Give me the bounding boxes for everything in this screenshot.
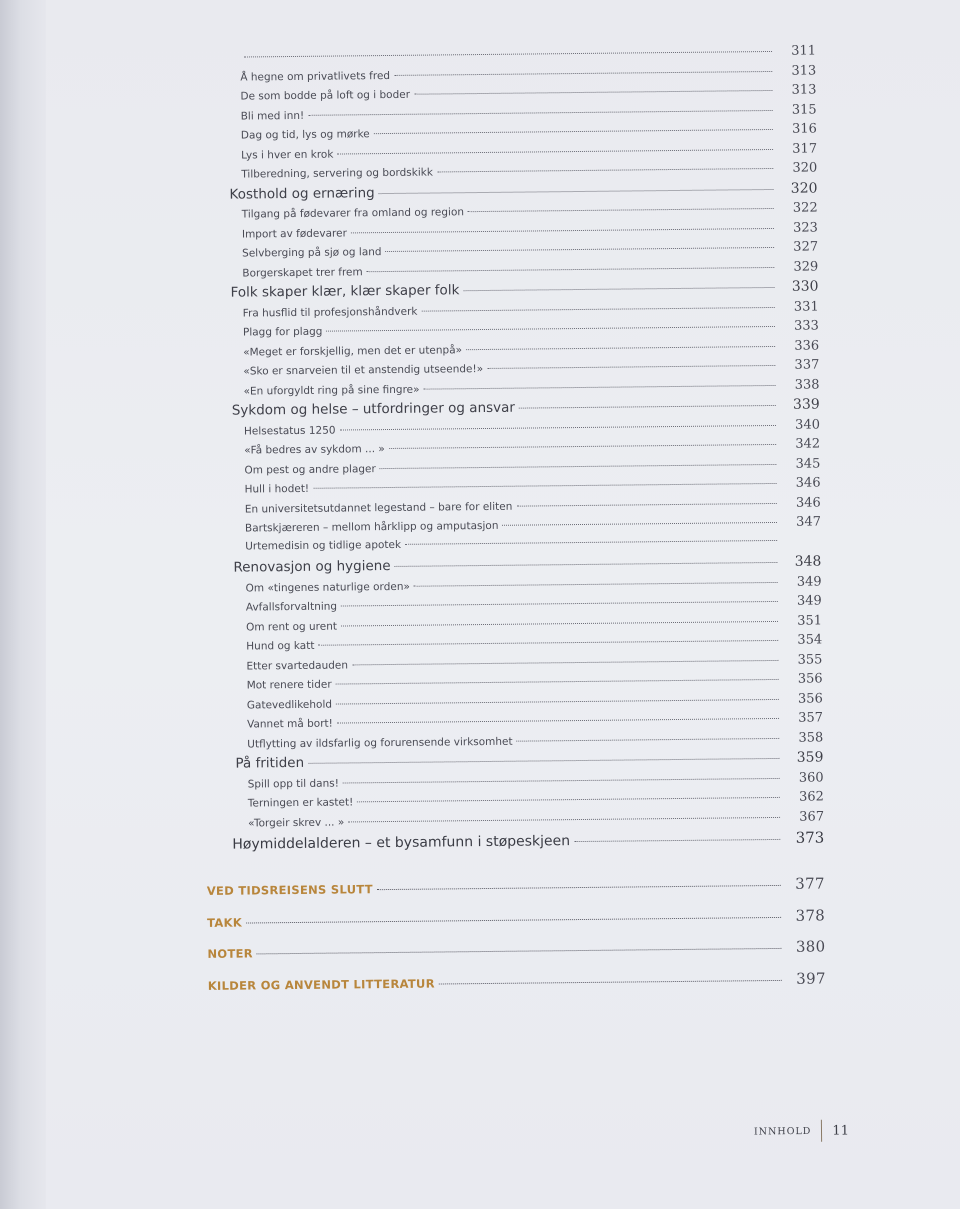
toc-entry-page: 339 <box>792 396 820 413</box>
dot-leader <box>348 816 780 822</box>
dot-leader <box>463 287 774 291</box>
toc-entry-page: 359 <box>796 749 824 766</box>
dot-leader <box>389 444 776 449</box>
toc-entry-title: Tilgang på fødevarer fra omland og region <box>241 206 465 221</box>
toc-entry-title: «Få bedres av sykdom ... » <box>244 443 385 457</box>
toc-entry-page: 367 <box>799 808 825 825</box>
footer-page-number: 11 <box>832 1123 850 1139</box>
dot-leader <box>308 109 772 115</box>
dot-leader <box>377 885 781 890</box>
toc-entry-page: 311 <box>791 43 817 59</box>
toc-entry-title: Helsestatus 1250 <box>243 424 336 438</box>
toc-entry-page: 342 <box>795 436 821 452</box>
dot-leader <box>336 679 779 685</box>
toc-entry-page: 322 <box>792 200 818 216</box>
footer-divider <box>821 1120 822 1142</box>
dot-leader <box>395 562 778 567</box>
dot-leader <box>367 266 775 271</box>
dot-leader <box>405 539 777 544</box>
toc-entry-page: 362 <box>798 789 824 805</box>
dot-leader <box>487 365 775 369</box>
dot-leader <box>414 90 772 95</box>
toc-entry-title: Avfallsforvaltning <box>245 600 338 614</box>
dot-leader <box>337 148 773 154</box>
toc-entry-title: Terningen er kastet! <box>247 796 354 810</box>
toc-entry-title: Borgerskapet trer frem <box>242 265 363 280</box>
toc-entry-page: 349 <box>796 573 822 590</box>
toc-entry-title: Selvberging på sjø og land <box>242 246 382 260</box>
toc-entry-title: Gatevedlikehold <box>246 698 333 712</box>
dot-leader <box>340 424 776 430</box>
dot-leader <box>437 168 773 173</box>
toc-entry-page: 354 <box>797 632 823 648</box>
dot-leader <box>308 758 779 764</box>
toc-entry-title: NOTER <box>207 946 254 961</box>
dot-leader <box>502 522 777 526</box>
toc-entry-page: 333 <box>794 318 820 334</box>
dot-leader <box>343 777 780 783</box>
toc-entry-title: «En uforgyldt ring på sine fingre» <box>243 383 420 398</box>
dot-leader <box>466 345 775 349</box>
toc-entry-title: Spill opp til dans! <box>247 777 339 790</box>
toc-entry-page: 330 <box>791 278 819 295</box>
toc-entry-page: 348 <box>794 553 822 570</box>
toc-entry-title: Bartskjæreren – mellom hårklipp og amputasjon <box>244 519 499 535</box>
toc-entry-title: Om pest og andre plager <box>244 462 376 477</box>
toc-entry-page: 377 <box>795 874 825 893</box>
dot-leader <box>517 737 780 741</box>
toc-entry-page: 338 <box>794 376 820 393</box>
toc-entry-title: Renovasjon og hygiene <box>233 557 391 576</box>
toc-entry-page: 357 <box>798 710 824 726</box>
dot-leader <box>421 306 774 311</box>
dot-leader <box>374 129 773 134</box>
toc-entry-title: Hull i hodet! <box>244 482 310 496</box>
toc-entry-title: Folk skaper klær, klær skaper folk <box>230 282 460 301</box>
toc-entry-page: 373 <box>795 828 825 847</box>
toc-entry-title: De som bodde på loft og i boder <box>240 88 411 103</box>
toc-chapter-entry <box>204 828 824 860</box>
toc-entry-title: Om rent og urent <box>245 620 337 634</box>
dot-leader <box>519 405 776 409</box>
toc-entry-title: Om «tingenes naturlige orden» <box>245 580 410 595</box>
toc-entry-title: Import av fødevarer <box>241 226 347 241</box>
toc-entry-page: 356 <box>797 690 823 707</box>
toc-entry-title: Bli med inn! <box>240 109 305 123</box>
dot-leader <box>351 227 774 232</box>
toc-entry-page: 355 <box>797 651 823 668</box>
toc-entry-page: 380 <box>795 937 826 956</box>
toc-entry-title: «Torgeir skrev ... » <box>248 815 345 829</box>
toc-entry-title: Hund og katt <box>246 639 315 653</box>
toc-entry-page: 315 <box>791 102 817 118</box>
toc-entry-page: 313 <box>791 63 817 79</box>
toc-entry-title: VED TIDSREISENS SLUTT <box>206 882 373 898</box>
toc-entry-title: «Sko er snarveien til et anstendig utseende!» <box>243 363 484 378</box>
toc-entry-page: 320 <box>790 180 818 197</box>
toc-entry-page: 323 <box>792 219 818 236</box>
toc-entry-title: Plagg for plagg <box>242 325 323 339</box>
dot-leader <box>318 640 778 646</box>
toc-entry-page: 346 <box>795 494 821 511</box>
toc-entry-title: Vannet må bort! <box>247 717 333 731</box>
toc-entry-title: Dag og tid, lys og mørke <box>240 128 370 142</box>
dot-leader <box>439 979 782 984</box>
toc-entry-page: 360 <box>798 769 824 786</box>
toc-entry-page: 358 <box>798 729 824 746</box>
toc-entry-page: 356 <box>797 671 823 687</box>
toc-entry-page: 336 <box>794 337 820 354</box>
dot-leader <box>341 601 778 607</box>
toc-entry-title: Urtemedisin og tidlige apotek <box>245 538 402 553</box>
toc-entry-page: 347 <box>796 514 822 530</box>
dot-leader <box>516 502 776 506</box>
dot-leader <box>246 916 781 923</box>
toc-entry-title: På fritiden <box>235 754 305 772</box>
footer-section-name: INNHOLD <box>753 1125 812 1137</box>
back-matter-list <box>205 874 826 1006</box>
toc-entry-title: Etter svartedauden <box>246 658 349 673</box>
toc-entry-page: 320 <box>792 160 818 176</box>
toc-entry-page: 397 <box>796 968 826 988</box>
toc-entry-page: 351 <box>797 612 823 629</box>
dot-leader <box>379 188 774 193</box>
toc-entry-page: 331 <box>793 298 819 315</box>
dot-leader <box>424 384 776 389</box>
toc-entry-title: Høymiddelalderen – et bysamfunn i støpeskjeen <box>232 833 571 853</box>
dot-leader <box>337 718 779 724</box>
dot-leader <box>257 948 782 954</box>
toc-entry-page: 316 <box>791 121 817 137</box>
dot-leader <box>394 70 772 75</box>
dot-leader <box>414 581 778 586</box>
toc-entry-title: Tilberedning, servering og bordskikk <box>241 166 433 181</box>
book-gutter-shadow <box>0 0 46 1209</box>
dot-leader <box>313 483 776 489</box>
toc-entry-title: KILDER OG ANVENDT LITTERATUR <box>207 976 435 993</box>
toc-entry-title: «Meget er forskjellig, men det er utenpå» <box>243 343 463 359</box>
toc-entry-page: 378 <box>795 905 826 925</box>
toc-entry-title: Fra husflid til profesjonshåndverk <box>242 305 418 320</box>
toc-entry-title: Mot renere tider <box>246 678 332 692</box>
dot-leader <box>357 797 780 802</box>
toc-entry-title: Utflytting av ildsfarlig og forurensende virksomhet <box>247 735 513 751</box>
toc-entry-page: 327 <box>793 239 819 255</box>
dot-leader <box>326 326 775 332</box>
dot-leader <box>352 659 778 664</box>
toc-entry-title: TAKK <box>207 915 243 930</box>
dot-leader <box>386 247 775 252</box>
back-matter-entry <box>206 969 826 1007</box>
toc-entry-title: Kosthold og ernæring <box>229 184 375 203</box>
dot-leader <box>380 463 777 468</box>
book-page <box>46 0 960 1209</box>
dot-leader <box>468 208 774 212</box>
toc-entry-page: 346 <box>795 475 821 491</box>
toc-entry-page: 313 <box>791 82 817 98</box>
dot-leader <box>244 51 772 58</box>
dot-leader <box>574 839 780 842</box>
toc-entry-title: Lys i hver en krok <box>241 148 334 162</box>
toc-entry-page: 345 <box>795 455 821 472</box>
toc-entry-page: 340 <box>795 416 821 433</box>
dot-leader <box>341 620 778 626</box>
toc-entry-title: Sykdom og helse – utfordringer og ansvar <box>231 399 516 419</box>
toc-entry-page: 317 <box>792 141 818 157</box>
page-footer <box>754 1120 849 1143</box>
toc-entry-page: 337 <box>794 357 820 373</box>
dot-leader <box>336 698 779 704</box>
toc-entry-list <box>196 44 824 861</box>
toc-entry-title: En universitetsutdannet legestand – bare for eliten <box>244 500 513 516</box>
toc-entry-page: 329 <box>793 258 819 275</box>
table-of-contents <box>196 44 826 1007</box>
toc-entry-page: 349 <box>796 593 822 609</box>
toc-entry-title: Å hegne om privatlivets fred <box>240 69 391 84</box>
